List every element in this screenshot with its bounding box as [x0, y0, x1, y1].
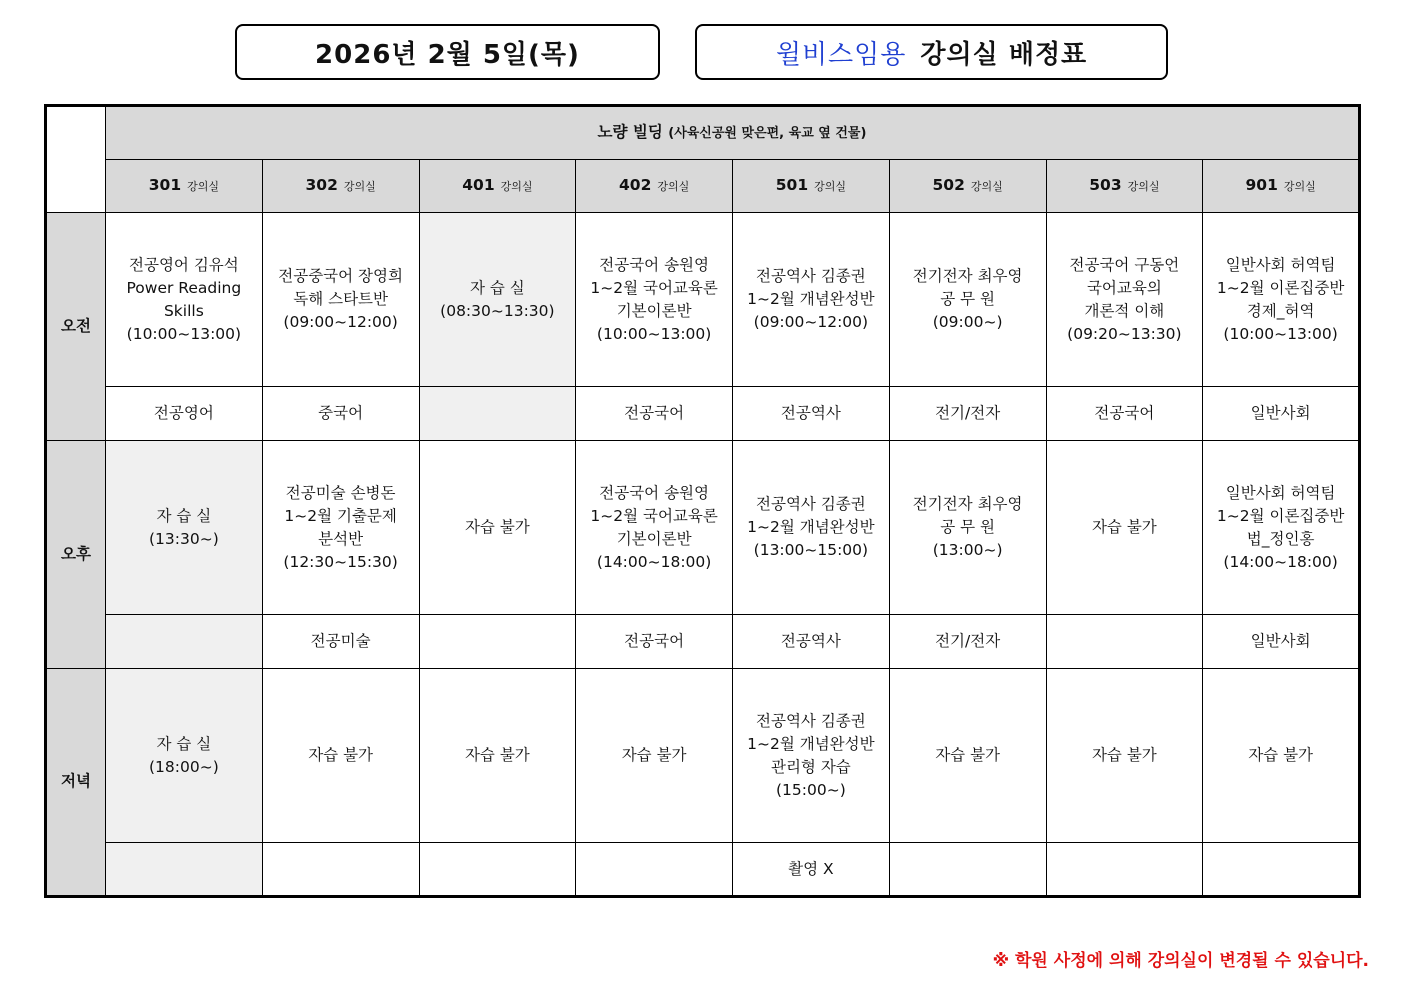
class-cell-901 [1203, 440, 1360, 615]
class-info-line: 독해 스타트반 [293, 290, 388, 309]
subject-category-401 [419, 387, 576, 440]
class-cell-301 [106, 440, 263, 615]
class-info-line: 전공중국어 장영희 [278, 267, 403, 286]
class-info-line: 전공미술 손병돈 [285, 483, 396, 502]
class-info-line: Skills [163, 301, 204, 320]
schedule-date: 2026년 2월 5일(목) [315, 39, 580, 70]
class-info-line: 1~2월 이론집중반 [1216, 278, 1345, 297]
class-info-line: 자 습 실 [469, 278, 525, 297]
subject-category-302: 중국어 [262, 387, 419, 440]
class-cell-503 [1046, 440, 1203, 615]
period-main-row [46, 212, 1360, 387]
class-cell-503 [1046, 668, 1203, 843]
subject-category-901: 일반사회 [1203, 387, 1360, 440]
class-info-line: 전공영어 김유석 [129, 255, 239, 274]
class-info-line: 기본이론반 [616, 529, 692, 548]
room-suffix: 강의실 [657, 180, 690, 194]
class-info-line: (12:30~15:30) [283, 552, 398, 571]
class-info-line: (08:30~13:30) [440, 301, 555, 320]
class-info-line: 국어교육의 [1086, 278, 1162, 297]
room-header-502 [889, 160, 1046, 212]
class-info-line: 자습 불가 [621, 746, 687, 765]
class-cell-302 [262, 440, 419, 615]
class-cell-301 [106, 668, 263, 843]
period-main-row [46, 440, 1360, 615]
class-info-line: (09:00~12:00) [753, 313, 869, 332]
period-category-row [46, 843, 1360, 897]
class-cell-502 [889, 212, 1046, 387]
class-info-line: (10:00~13:00) [1223, 324, 1338, 343]
subject-category-402: 전공국어 [576, 387, 733, 440]
page-title: 강의실 배정표 [920, 39, 1088, 70]
period-main-row [46, 668, 1360, 843]
class-info-line: 1~2월 국어교육론 [590, 506, 718, 525]
class-cell-401 [419, 440, 576, 615]
class-info-line: (13:00~) [932, 541, 1003, 560]
class-cell-501 [733, 668, 890, 843]
class-info-line: 공 무 원 [940, 290, 996, 309]
period-category-row [46, 615, 1360, 668]
class-info-line: 분석반 [318, 529, 364, 548]
corner-cell [46, 106, 106, 213]
subject-category-401 [419, 843, 576, 897]
class-info-line: 1~2월 개념완성반 [747, 290, 875, 309]
class-info-line: 법_정인홍 [1246, 529, 1315, 548]
room-number: 502 [932, 176, 965, 195]
room-header-501 [733, 160, 890, 212]
class-info-line: 개론적 이해 [1084, 301, 1165, 320]
class-cell-402 [576, 668, 733, 843]
class-cell-901 [1203, 212, 1360, 387]
class-cell-301 [106, 212, 263, 387]
class-info-line: 전공국어 송원영 [599, 483, 709, 502]
room-number: 402 [619, 176, 652, 195]
room-suffix: 강의실 [1283, 180, 1316, 194]
subject-category-502: 전기/전자 [889, 387, 1046, 440]
class-info-line: 공 무 원 [940, 518, 996, 537]
class-cell-901 [1203, 668, 1360, 843]
class-cell-501 [733, 212, 890, 387]
subject-category-901 [1203, 843, 1360, 897]
class-cell-401 [419, 212, 576, 387]
subject-category-402: 전공국어 [576, 615, 733, 668]
class-info-line: 자습 불가 [1091, 518, 1157, 537]
building-header-row [46, 106, 1360, 160]
room-suffix: 강의실 [1127, 180, 1160, 194]
subject-category-401 [419, 615, 576, 668]
class-info-line: 자습 불가 [1248, 746, 1314, 765]
room-suffix: 강의실 [343, 180, 376, 194]
class-info-line: (09:20~13:30) [1067, 324, 1182, 343]
class-cell-302 [262, 212, 419, 387]
class-cell-503 [1046, 212, 1203, 387]
building-header [106, 106, 1360, 160]
class-info-line: (09:00~12:00) [283, 313, 398, 332]
subject-category-501: 촬영 X [733, 843, 890, 897]
class-info-line: 자 습 실 [156, 734, 212, 753]
class-info-line: 1~2월 개념완성반 [747, 518, 875, 537]
subject-category-501: 전공역사 [733, 615, 890, 668]
brand-name: 윌비스임용 [775, 39, 907, 70]
class-info-line: (14:00~18:00) [1223, 552, 1338, 571]
class-info-line: (10:00~13:00) [126, 324, 242, 343]
subject-category-302: 전공미술 [262, 615, 419, 668]
subject-category-901: 일반사회 [1203, 615, 1360, 668]
subject-category-503 [1046, 615, 1203, 668]
class-info-line: 자습 불가 [1091, 746, 1157, 765]
subject-category-503 [1046, 843, 1203, 897]
room-number: 401 [462, 176, 495, 195]
class-info-line: 전기전자 최우영 [912, 495, 1023, 514]
class-info-line: 자습 불가 [464, 746, 530, 765]
subject-category-302 [262, 843, 419, 897]
subject-category-503: 전공국어 [1046, 387, 1203, 440]
room-header-301 [106, 160, 263, 212]
class-info-line: 일반사회 허역팀 [1225, 255, 1336, 274]
classroom-schedule-table [44, 104, 1361, 898]
class-cell-502 [889, 668, 1046, 843]
room-header-901 [1203, 160, 1360, 212]
class-info-line: (14:00~18:00) [596, 552, 712, 571]
class-info-line: 전공역사 김종권 [756, 495, 866, 514]
room-header-402 [576, 160, 733, 212]
class-info-line: 자습 불가 [308, 746, 374, 765]
class-info-line: (13:30~) [149, 529, 219, 548]
subject-category-402 [576, 843, 733, 897]
class-info-line: 자 습 실 [156, 506, 212, 525]
period-label: 오후 [46, 440, 106, 668]
date-title-box [235, 24, 660, 80]
class-info-line: (18:00~) [149, 757, 219, 776]
class-info-line: 1~2월 국어교육론 [590, 278, 718, 297]
class-info-line: 1~2월 개념완성반 [747, 734, 875, 753]
class-info-line: (09:00~) [932, 313, 1003, 332]
room-header-401 [419, 160, 576, 212]
room-number: 901 [1245, 176, 1278, 195]
class-info-line: 1~2월 기출문제 [284, 506, 397, 525]
building-note: (사육신공원 맞은편, 육교 옆 건물) [668, 126, 867, 142]
subject-category-502: 전기/전자 [889, 615, 1046, 668]
class-cell-501 [733, 440, 890, 615]
class-info-line: Power Reading [126, 278, 242, 297]
change-notice: ※ 학원 사정에 의해 강의실이 변경될 수 있습니다. [992, 951, 1369, 971]
period-label: 오전 [46, 212, 106, 440]
room-number: 302 [305, 176, 338, 195]
class-cell-402 [576, 212, 733, 387]
subject-category-301 [106, 615, 263, 668]
room-suffix: 강의실 [187, 180, 219, 194]
class-info-line: 전공역사 김종권 [756, 267, 866, 286]
class-info-line: 전공역사 김종권 [756, 711, 866, 730]
subject-category-501: 전공역사 [733, 387, 890, 440]
class-info-line: 관리형 자습 [770, 757, 851, 776]
period-category-row [46, 387, 1360, 440]
class-info-line: 1~2월 이론집중반 [1216, 506, 1345, 525]
class-info-line: 전기전자 최우영 [912, 267, 1023, 286]
room-number: 301 [148, 176, 182, 195]
room-header-302 [262, 160, 419, 212]
class-info-line: 자습 불가 [464, 518, 530, 537]
class-info-line: (10:00~13:00) [596, 324, 712, 343]
class-info-line: 자습 불가 [935, 746, 1001, 765]
room-suffix: 강의실 [814, 180, 846, 194]
building-name: 노량 빌딩 [597, 123, 663, 142]
class-info-line: 경제_허역 [1246, 301, 1315, 320]
class-cell-502 [889, 440, 1046, 615]
page-title-box [695, 24, 1168, 80]
class-info-line: (13:00~15:00) [753, 541, 869, 560]
class-cell-401 [419, 668, 576, 843]
subject-category-301 [106, 843, 263, 897]
room-header-row [46, 160, 1360, 212]
room-suffix: 강의실 [500, 180, 533, 194]
class-cell-302 [262, 668, 419, 843]
subject-category-502 [889, 843, 1046, 897]
room-suffix: 강의실 [970, 180, 1003, 194]
room-header-503 [1046, 160, 1203, 212]
class-info-line: (15:00~) [776, 780, 846, 799]
class-info-line: 일반사회 허역팀 [1225, 483, 1336, 502]
class-info-line: 기본이론반 [616, 301, 692, 320]
period-label: 저녁 [46, 668, 106, 896]
class-info-line: 전공국어 구동언 [1069, 255, 1180, 274]
room-number: 503 [1089, 176, 1122, 195]
subject-category-301: 전공영어 [106, 387, 263, 440]
class-info-line: 전공국어 송원영 [599, 255, 709, 274]
class-cell-402 [576, 440, 733, 615]
room-number: 501 [775, 176, 809, 195]
